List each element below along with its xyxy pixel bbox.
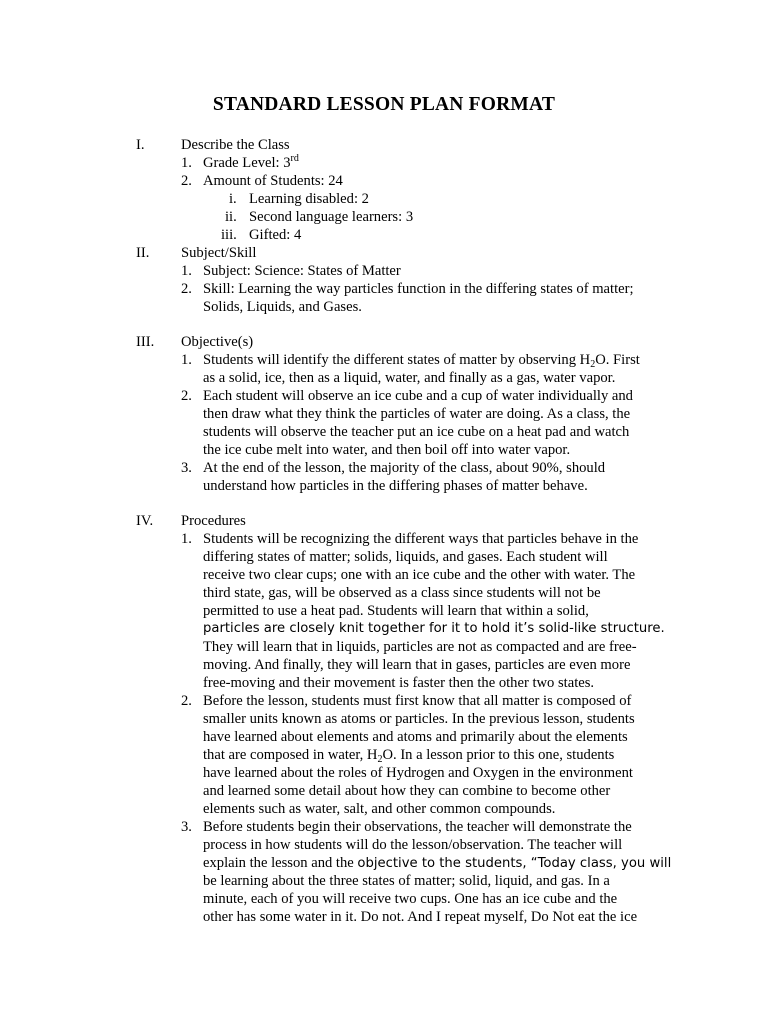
item-text: then draw what they think the particles of water are doing. As a class, the — [203, 406, 631, 422]
item-number: 1. — [181, 531, 192, 547]
section-heading: Procedures — [181, 513, 246, 529]
item-number: 3. — [181, 819, 192, 835]
subitem-number: ii. — [225, 209, 237, 225]
item-text: moving. And finally, they will learn that in gases, particles are even more — [203, 657, 631, 673]
item-text: process in how students will do the lesson/observation. The teacher will — [203, 837, 623, 853]
item-text: understand how particles in the differing phases of matter behave. — [203, 478, 588, 494]
item-text: students will observe the teacher put an ice cube on a heat pad and watch — [203, 424, 630, 440]
item-text: Before students begin their observations, the teacher will demonstrate the — [203, 819, 632, 835]
item-text: Solids, Liquids, and Gases. — [203, 299, 362, 315]
item-text: free-moving and their movement is faster then the other two states. — [203, 675, 595, 691]
item-text: permitted to use a heat pad. Students will learn that within a solid, — [203, 603, 589, 619]
section-numeral: I. — [136, 137, 145, 153]
item-text: Students will identify the different states of matter by observing $H_2O$. First — [203, 352, 640, 370]
item-number: 2. — [181, 281, 192, 297]
item-text: have learned about the roles of Hydrogen and Oxygen in the environment — [203, 765, 633, 781]
item-text: Students will be recognizing the different ways that particles behave in the — [203, 531, 639, 547]
section-numeral: II. — [136, 245, 150, 261]
subitem-number: iii. — [221, 227, 237, 243]
item-text: Before the lesson, students must first know that all matter is composed of — [203, 693, 632, 709]
item-text: minute, each of you will receive two cups. One has an ice cube and the — [203, 891, 618, 907]
item-text: particles are closely knit together for it to hold it’s solid-like structure. — [203, 621, 665, 636]
subitem-text: Second language learners: 3 — [249, 209, 414, 225]
section-heading: Objective(s) — [181, 334, 254, 350]
item-text: They will learn that in liquids, particles are not as compacted and are free- — [203, 639, 637, 655]
item-text: Subject: Science: States of Matter — [203, 263, 401, 279]
item-text: smaller units known as atoms or particles. In the previous lesson, students — [203, 711, 635, 727]
subitem-number: i. — [229, 191, 237, 207]
item-number: 2. — [181, 388, 192, 404]
item-text: Each student will observe an ice cube and a cup of water individually and — [203, 388, 633, 404]
item-text: Amount of Students: 24 — [203, 173, 343, 189]
item-text: Grade Level: 3rd — [203, 153, 299, 171]
item-text: receive two clear cups; one with an ice cube and the other with water. The — [203, 567, 636, 583]
subitem-text: Learning disabled: 2 — [249, 191, 369, 207]
item-text: the ice cube melt into water, and then boil off into water vapor. — [203, 442, 571, 458]
item-number: 2. — [181, 173, 192, 189]
item-text: third state, gas, will be observed as a class since students will not be — [203, 585, 601, 601]
item-text: as a solid, ice, then as a liquid, water, and finally as a gas, water vapor. — [203, 370, 616, 386]
section-numeral: III. — [136, 334, 155, 350]
item-text: be learning about the three states of matter; solid, liquid, and gas. In a — [203, 873, 610, 889]
item-text: have learned about elements and atoms and primarily about the elements — [203, 729, 628, 745]
item-text: that are composed in water, $H_2O$. In a lesson prior to this one, students — [203, 747, 615, 765]
item-text: At the end of the lesson, the majority of the class, about 90%, should — [203, 460, 606, 476]
item-text: elements such as water, salt, and other common compounds. — [203, 801, 556, 817]
item-number: 1. — [181, 352, 192, 368]
item-number: 2. — [181, 693, 192, 709]
section-heading: Subject/Skill — [181, 245, 257, 261]
item-text: explain the lesson and the objective to the students, “Today class, you will — [203, 855, 672, 871]
item-text: Skill: Learning the way particles function in the differing states of matter; — [203, 281, 634, 297]
subitem-text: Gifted: 4 — [249, 227, 302, 243]
item-text: other has some water in it. Do not. And I repeat myself, Do Not eat the ice — [203, 909, 638, 925]
item-number: 1. — [181, 263, 192, 279]
item-text: and learned some detail about how they can combine to become other — [203, 783, 611, 799]
item-number: 1. — [181, 155, 192, 171]
section-heading: Describe the Class — [181, 137, 290, 153]
item-text: differing states of matter; solids, liquids, and gases. Each student will — [203, 549, 608, 565]
item-number: 3. — [181, 460, 192, 476]
document-title: STANDARD LESSON PLAN FORMAT — [212, 94, 556, 115]
section-numeral: IV. — [136, 513, 154, 529]
